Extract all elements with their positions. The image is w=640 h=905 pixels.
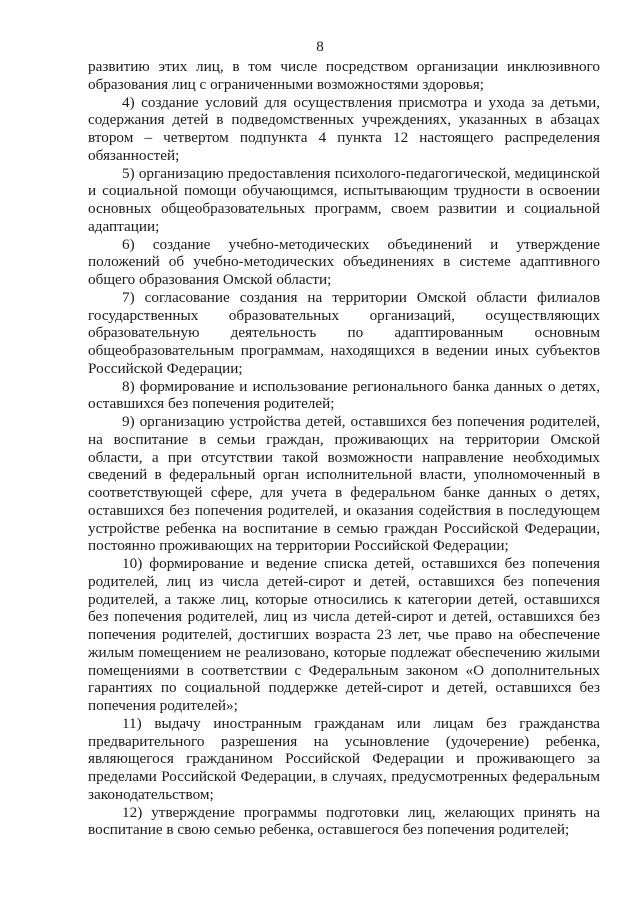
paragraph-item-8: 8) формирование и использование регионального банка данных о детях, оставшихся без попечения родителей;: [88, 377, 600, 413]
paragraph-continuation: развитию этих лиц, в том числе посредством организации инклюзивного образования лиц с ограниченными возможностями здоровья;: [88, 58, 600, 93]
paragraph-item-7: 7) согласование создания на территории Омской области филиалов государственных образовательных организаций, осуществляющих образовательную деятельность по адаптированным основным общеобразовательным программам, находящихся в ведении иных субъектов Российской Федерации;: [88, 288, 600, 377]
paragraph-item-4: 4) создание условий для осуществления присмотра и ухода за детьми, содержания детей в подведомственных учреждениях, указанных в абзацах втором – четвертом подпункта 4 пункта 12 настоящего распределения обязанностей;: [88, 93, 600, 164]
paragraph-item-9: 9) организацию устройства детей, оставшихся без попечения родителей, на воспитание в семьи граждан, проживающих на территории Омской области, а при отсутствии такой возможности направление необходимых сведений в федеральный орган исполнительной власти, уполномоченный в соответствующей сфере, для учета в федеральном банке данных о детях, оставшихся без попечения родителей, и оказания содействия в последующем устройстве ребенка на воспитание в семью граждан Российской Федерации, постоянно проживающих на территории Российской Федерации;: [88, 413, 600, 555]
document-body: [88, 58, 600, 839]
paragraph-item-12: 12) утверждение программы подготовки лиц, желающих принять на воспитание в свою семью ребенка, оставшегося без попечения родителей;: [88, 803, 600, 839]
paragraph-item-5: 5) организацию предоставления психолого-педагогической, медицинской и социальной помощи обучающимся, испытывающим трудности в освоении основных общеобразовательных программ, своем развитии и социальной адаптации;: [88, 164, 600, 235]
page-number: 8: [316, 39, 324, 55]
paragraph-item-11: 11) выдачу иностранным гражданам или лицам без гражданства предварительного разрешения на усыновление (удочерение) ребенка, являющегося гражданином Российской Федерации и проживающего за пределами Российской Федерации, в случаях, предусмотренных федеральным законодательством;: [88, 714, 600, 803]
paragraph-item-6: 6) создание учебно-методических объединений и утверждение положений об учебно-методических объединениях в системе адаптивного общего образования Омской области;: [88, 235, 600, 288]
paragraph-item-10: 10) формирование и ведение списка детей, оставшихся без попечения родителей, лиц из числа детей-сирот и детей, оставшихся без попечения родителей, а также лиц, которые относились к категории детей, оставшихся без попечения родителей, лиц из числа детей-сирот и детей, оставшихся без попечения родителей, достигших возраста 23 лет, чье право на обеспечение жилым помещением не реализовано, которые подлежат обеспечению жилыми помещениями в соответствии с Федеральным законом «О дополнительных гарантиях по социальной поддержке детей-сирот и детей, оставшихся без попечения родителей»;: [88, 555, 600, 714]
